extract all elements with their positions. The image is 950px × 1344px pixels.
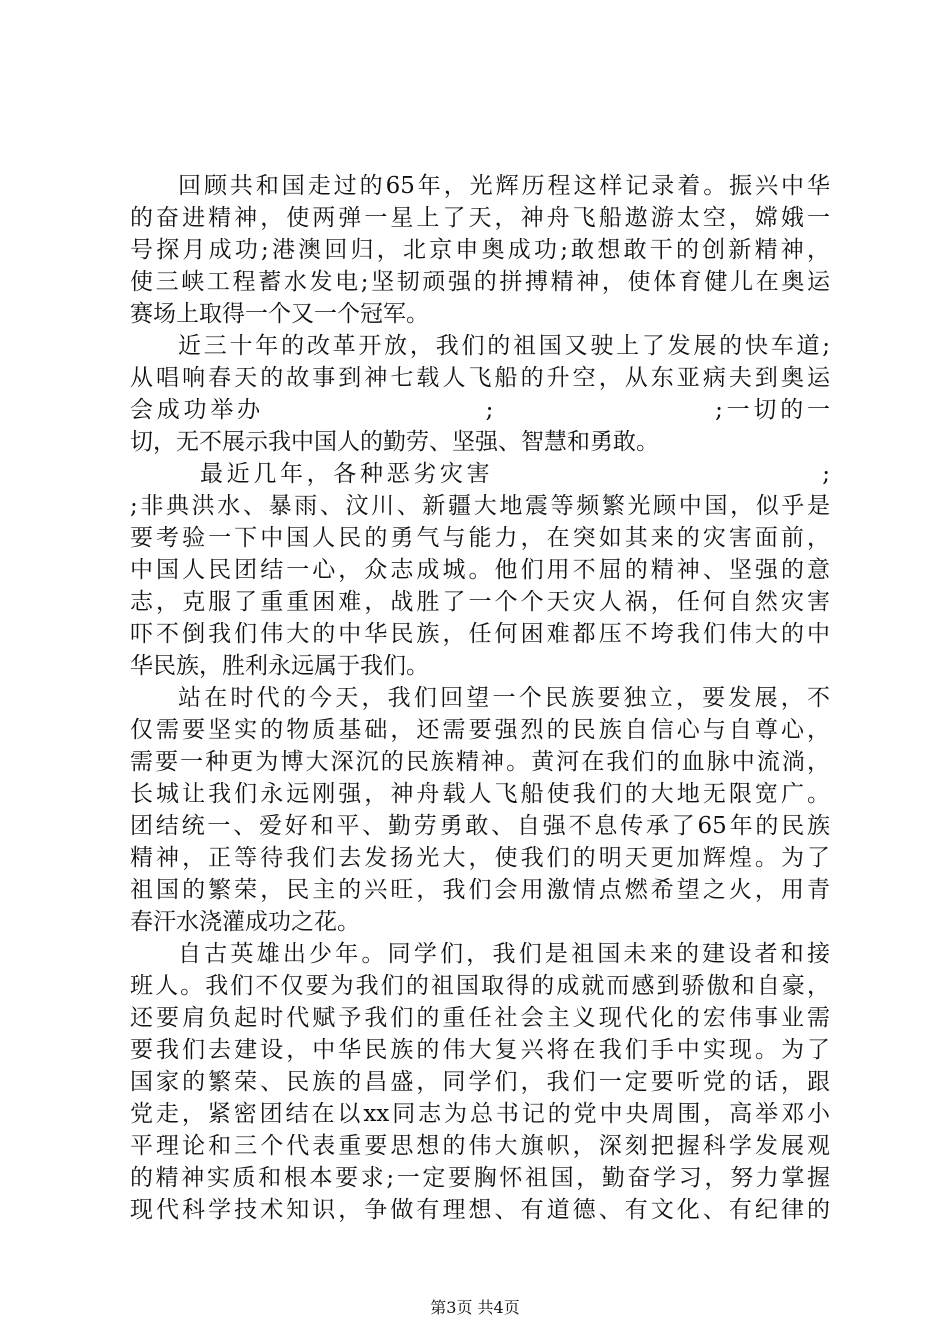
paragraph-line: 切，无不展示我中国人的勤劳、坚强、智慧和勇敢。 — [130, 429, 659, 455]
paragraph-line: 站在时代的今天，我们回望一个民族要独立，要发展，不 — [178, 685, 830, 711]
paragraph-line: 还要肩负起时代赋予我们的重任社会主义现代化的宏伟事业需 — [130, 1005, 830, 1031]
paragraph-line: 需要一种更为博大深沉的民族精神。黄河在我们的血脉中流淌， — [130, 749, 830, 775]
paragraph-line: 赛场上取得一个又一个冠军。 — [130, 301, 429, 327]
paragraph-line: 近三十年的改革开放，我们的祖国又驶上了发展的快车道; — [178, 333, 830, 359]
paragraph-line: 祖国的繁荣，民主的兴旺，我们会用激情点燃希望之火，用青 — [130, 877, 830, 903]
paragraph-line: 使三峡工程蓄水发电;坚韧顽强的拼搏精神，使体育健儿在奥运 — [130, 269, 830, 295]
paragraph-line: 仅需要坚实的物质基础，还需要强烈的民族自信心与自尊心， — [130, 717, 830, 743]
paragraph-line: 的精神实质和根本要求;一定要胸怀祖国，勤奋学习，努力掌握 — [130, 1165, 830, 1191]
paragraph-line: 国家的繁荣、民族的昌盛，同学们，我们一定要听党的话，跟 — [130, 1069, 830, 1095]
paragraph-line: 平理论和三个代表重要思想的伟大旗帜，深刻把握科学发展观 — [130, 1133, 830, 1159]
paragraph-line: 要考验一下中国人民的勇气与能力，在突如其来的灾害面前， — [130, 525, 830, 551]
paragraph-line: 自古英雄出少年。同学们，我们是祖国未来的建设者和接 — [178, 941, 830, 967]
paragraph-line: 从唱响春天的故事到神七载人飞船的升空，从东亚病夫到奥运 — [130, 365, 830, 391]
paragraph-line: 党走，紧密团结在以xx同志为总书记的党中央周围，高举邓小 — [130, 1101, 830, 1127]
paragraph-line: ;非典洪水、暴雨、汶川、新疆大地震等频繁光顾中国，似乎是 — [130, 493, 830, 519]
paragraph-line: 吓不倒我们伟大的中华民族，任何困难都压不垮我们伟大的中 — [130, 621, 830, 647]
paragraph-line: 精神，正等待我们去发扬光大，使我们的明天更加辉煌。为了 — [130, 845, 830, 871]
paragraph-line: 的奋进精神，使两弹一星上了天，神舟飞船遨游太空，嫦娥一 — [130, 205, 830, 231]
paragraph-line: 中国人民团结一心，众志成城。他们用不屈的精神、坚强的意 — [130, 557, 830, 583]
page-number-footer: 第3页 共4页 — [430, 1298, 520, 1317]
paragraph-line: 会成功举办 ; ;一切的一 — [130, 397, 830, 423]
paragraph-line: 最近几年，各种恶劣灾害 ; — [200, 461, 830, 487]
paragraph-line: 班人。我们不仅要为我们的祖国取得的成就而感到骄傲和自豪， — [130, 973, 830, 999]
paragraph-line: 现代科学技术知识，争做有理想、有道德、有文化、有纪律的 — [130, 1197, 830, 1223]
paragraph-line: 长城让我们永远刚强，神舟载人飞船使我们的大地无限宽广。 — [130, 781, 830, 807]
paragraph-line: 要我们去建设，中华民族的伟大复兴将在我们手中实现。为了 — [130, 1037, 830, 1063]
paragraph-line: 春汗水浇灌成功之花。 — [130, 909, 360, 935]
paragraph-line: 团结统一、爱好和平、勤劳勇敢、自强不息传承了65年的民族 — [130, 813, 830, 839]
paragraph-line: 志，克服了重重困难，战胜了一个个天灾人祸，任何自然灾害 — [130, 589, 830, 615]
paragraph-line: 回顾共和国走过的65年，光辉历程这样记录着。振兴中华 — [178, 173, 830, 199]
paragraph-line: 号探月成功;港澳回归，北京申奥成功;敢想敢干的创新精神， — [130, 237, 830, 263]
paragraph-line: 华民族，胜利永远属于我们。 — [130, 653, 429, 679]
